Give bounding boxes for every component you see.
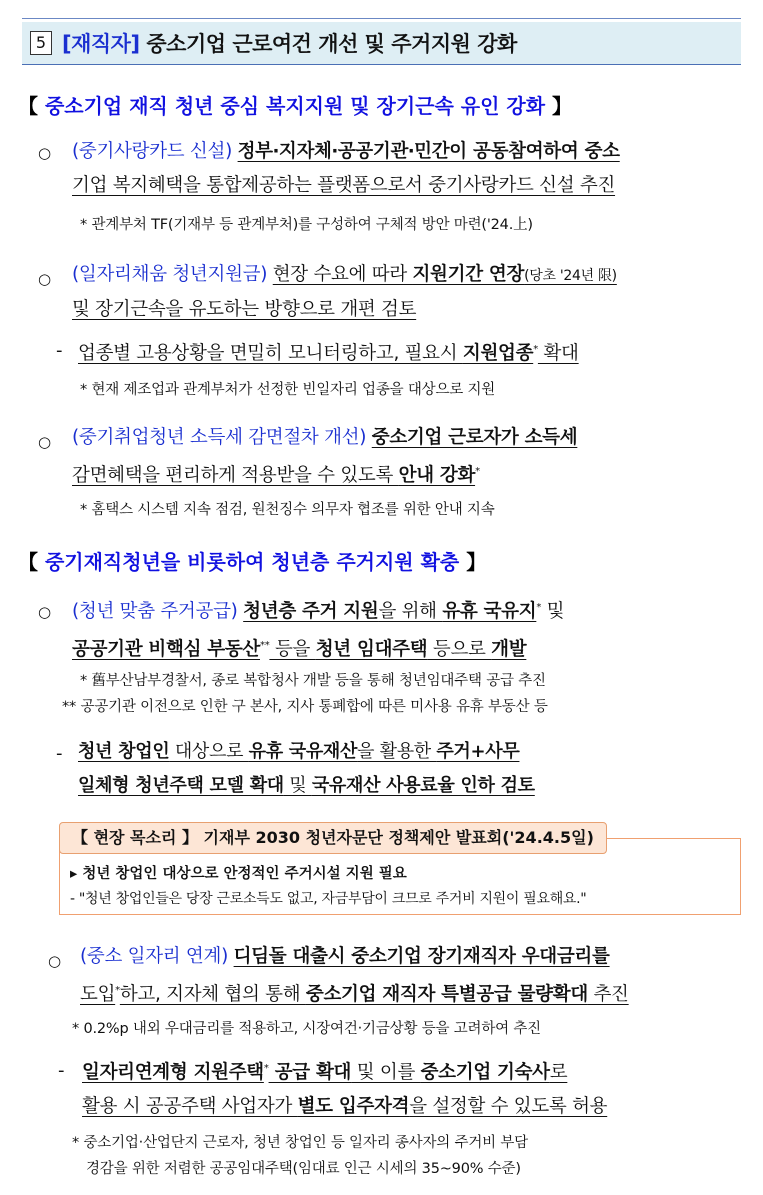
p4-sub-l1-c: 유휴 국유재산 (248, 741, 358, 762)
bullet-circle: ○ (38, 433, 52, 451)
p5-line2-b: 하고, 지자체 협의 통해 (119, 984, 306, 1006)
p2-sub-a: 업종별 고용상황을 면밀히 모니터링하고, 필요시 (78, 343, 463, 365)
p4-footnote-1: * 舊부산남부경찰서, 종로 복합청사 개발 등을 통해 청년임대주택 공급 추진 (80, 673, 546, 689)
p2-tag: (일자리채움 청년지원금) (72, 264, 268, 285)
p2-sub (78, 333, 579, 371)
p5-sub-l1-c: 및 이를 (351, 1062, 421, 1084)
p2-sub-b: 지원업종 (462, 343, 534, 365)
p5-sub-line1 (82, 1052, 607, 1090)
bullet-circle: ○ (48, 952, 62, 970)
p4-sub-l1-e: 주거+사무 (436, 741, 520, 762)
section-target-tag: [재직자] (62, 32, 140, 56)
p3-line1 (72, 421, 577, 455)
p4-sub-l1-a: 청년 창업인 (78, 741, 170, 762)
p2-sub-sup: * (533, 344, 538, 355)
p2-line1 (72, 258, 617, 293)
paragraph-job-linkage (80, 940, 629, 1012)
section-number-box: 5 (30, 31, 52, 55)
paragraph-welfare-card (72, 135, 620, 203)
p5-footnote-2-line2: 경감을 위한 저렴한 공공임대주택(임대료 인근 시세의 35~90% 수준) (86, 1161, 521, 1177)
paragraph-youth-subsidy (72, 258, 617, 327)
p4-line2 (72, 629, 564, 667)
p3-line2 (72, 455, 577, 493)
subsection-heading-1-text: 중소기업 재직 청년 중심 복지지원 및 장기근속 유인 강화 (44, 94, 546, 118)
p2-sub-c: 확대 (537, 343, 579, 365)
p5-sub-l1-e: 로 (549, 1062, 568, 1084)
p5-line2-a: 도입 (80, 984, 116, 1006)
p3-footnote: * 홈택스 시스템 지속 점검, 원천징수 의무자 협조를 위한 안내 지속 (80, 502, 495, 518)
bullet-circle: ○ (38, 270, 52, 288)
top-rule (22, 18, 741, 19)
p3-line2-a: 감면혜택을 편리하게 적용받을 수 있도록 (72, 465, 399, 487)
p4-sub-line2 (78, 769, 535, 803)
dash-marker: - (56, 743, 63, 764)
p5-footnote: * 0.2%p 내외 우대금리를 적용하고, 시장여건‧기금상황 등을 고려하여 추진 (72, 1021, 541, 1037)
p4-sub-l2-c: 국유재산 사용료율 인하 검토 (311, 775, 535, 796)
p3-line1-text: 중소기업 근로자가 소득세 (371, 427, 578, 448)
bracket-close: 】 (466, 550, 487, 574)
p4-line1-d: 및 (541, 601, 565, 623)
p1-line2: 기업 복지혜택을 통합제공하는 플랫폼으로서 중기사랑카드 신설 추진 (72, 175, 616, 196)
p4-sub (78, 735, 535, 803)
p1-line1-text: 정부‧지자체‧공공기관‧민간이 공동참여하여 중소 (237, 141, 620, 162)
section-header (22, 22, 741, 65)
p4-line2-c: 청년 임대주택 (315, 639, 428, 661)
p5-sub-l1-a: 일자리연계형 지원주택 (82, 1062, 264, 1084)
dash-marker: - (56, 340, 63, 361)
p5-line2-d: 추진 (587, 984, 629, 1006)
p5-footnote-2-line1: * 중소기업‧산업단지 근로자, 청년 창업인 등 일자리 종사자의 주거비 부담 (72, 1135, 528, 1151)
p4-line1-a: 청년층 주거 지원 (243, 601, 379, 623)
p4-line2-sup: ** (260, 640, 270, 652)
p1-tag: (중기사랑카드 신설) (72, 141, 232, 162)
p5-sub (82, 1052, 607, 1124)
bracket-close: 】 (552, 94, 573, 118)
p5-sub-l1-d: 중소기업 기숙사 (420, 1062, 550, 1084)
bracket-open: 【 (18, 94, 38, 118)
bullet-circle: ○ (38, 603, 52, 621)
p5-line2-c: 중소기업 재직자 특별공급 물량확대 (305, 984, 588, 1006)
p4-line1-b: 을 위해 (378, 601, 443, 623)
p1-line1 (72, 135, 620, 169)
bracket-open: 【 (18, 550, 38, 574)
p4-line2-d: 등으로 (427, 639, 492, 661)
p5-sub-l2-b: 별도 입주자격 (297, 1096, 410, 1118)
subsection-heading-1 (18, 90, 572, 119)
p4-sub-l1-b: 대상으로 (169, 741, 249, 762)
p4-line1 (72, 591, 564, 629)
field-voice-line1: ▸ 청년 창업인 대상으로 안정적인 주거시설 지원 필요 (70, 866, 407, 882)
p4-line2-e: 개발 (491, 639, 527, 661)
p2-footnote: * 현재 제조업과 관계부처가 선정한 빈일자리 업종을 대상으로 지원 (80, 382, 496, 398)
field-voice-line2: - "청년 창업인들은 당장 근로소득도 없고, 자금부담이 크므로 주거비 지원이 필요해요." (70, 891, 587, 907)
p4-footnote-2: ** 공공기관 이전으로 인한 구 본사, 지사 통폐합에 따른 미사용 유휴 부동산 등 (62, 699, 548, 715)
p3-line2-sup: * (475, 466, 480, 477)
p5-sub-l2-a: 활용 시 공공주택 사업자가 (82, 1096, 298, 1118)
subsection-heading-2-text: 중기재직청년을 비롯하여 청년층 주거지원 확충 (44, 550, 460, 574)
p5-line2-sup: * (115, 985, 120, 996)
section-title (62, 28, 517, 58)
p3-tag: (중기취업청년 소득세 감면절차 개선) (72, 427, 367, 448)
dash-marker: - (58, 1060, 65, 1081)
p2-line2: 및 장기근속을 유도하는 방향으로 개편 검토 (72, 299, 417, 320)
p4-sub-l2-b: 및 (283, 775, 312, 796)
p2-line1-b: 지원기간 연장 (412, 264, 525, 285)
p4-line2-a: 공공기관 비핵심 부동산 (72, 639, 260, 661)
p4-line2-b: 등을 (269, 639, 316, 661)
p4-sub-line1 (78, 735, 535, 769)
p2-line1-c: (당초 '24년 限) (524, 268, 617, 284)
p5-line1 (80, 940, 629, 974)
p4-sub-l1-d: 을 활용한 (357, 741, 437, 762)
field-voice-tag: 【 현장 목소리 】 기재부 2030 청년자문단 정책제안 발표회('24.4.5일) (59, 822, 607, 854)
p5-sub-l1-sup: * (263, 1063, 269, 1074)
p5-sub-l2-c: 을 설정할 수 있도록 허용 (409, 1096, 608, 1118)
p2-line1-a: 현장 수요에 따라 (272, 264, 413, 285)
p4-tag: (청년 맞춤 주거공급) (72, 601, 238, 623)
bullet-circle: ○ (38, 144, 52, 162)
p5-sub-line2 (82, 1090, 607, 1124)
p5-line1-text: 디딤돌 대출시 중소기업 장기재직자 우대금리를 (233, 946, 610, 967)
p3-line2-b: 안내 강화 (398, 465, 476, 487)
paragraph-tax-relief (72, 421, 577, 493)
p5-line2 (80, 974, 629, 1012)
section-title-text: 중소기업 근로여건 개선 및 주거지원 강화 (146, 32, 517, 56)
p4-sub-l2-a: 일체형 청년주택 모델 확대 (78, 775, 284, 796)
p5-tag: (중소 일자리 연계) (80, 946, 228, 967)
paragraph-youth-housing (72, 591, 564, 667)
p1-footnote: * 관계부처 TF(기재부 등 관계부처)를 구성하여 구체적 방안 마련('24.上) (80, 217, 533, 233)
p4-line1-sup: * (536, 602, 542, 613)
p5-sub-l1-b: 공급 확대 (268, 1062, 352, 1084)
subsection-heading-2 (18, 546, 486, 575)
p4-line1-c: 유휴 국유지 (442, 601, 537, 623)
